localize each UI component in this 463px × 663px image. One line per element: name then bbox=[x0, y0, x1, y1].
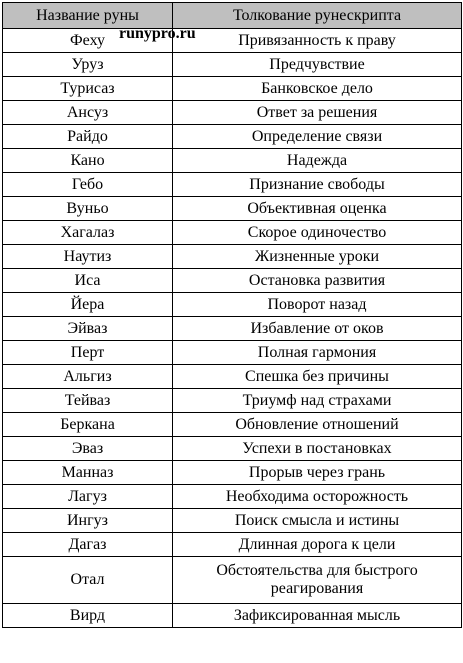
interpretation-cell: Жизненные уроки bbox=[173, 245, 462, 269]
table-row bbox=[3, 77, 462, 101]
rune-name-cell: Вирд bbox=[3, 604, 173, 628]
interpretation-cell: Поворот назад bbox=[173, 293, 462, 317]
interpretation-cell: Обстоятельства для быстрого реагирования bbox=[173, 557, 462, 604]
rune-table bbox=[2, 2, 462, 628]
table-row bbox=[3, 413, 462, 437]
interpretation-cell: Избавление от оков bbox=[173, 317, 462, 341]
table-row bbox=[3, 245, 462, 269]
rune-name-cell: Альгиз bbox=[3, 365, 173, 389]
table-row bbox=[3, 389, 462, 413]
rune-name-cell: Ансуз bbox=[3, 101, 173, 125]
table-row bbox=[3, 485, 462, 509]
interpretation-cell: Скорое одиночество bbox=[173, 221, 462, 245]
header-rune-name: Название руны bbox=[3, 3, 173, 29]
interpretation-cell: Обновление отношений bbox=[173, 413, 462, 437]
interpretation-cell: Триумф над страхами bbox=[173, 389, 462, 413]
rune-name-cell: Отал bbox=[3, 557, 173, 604]
interpretation-cell: Надежда bbox=[173, 149, 462, 173]
table-row bbox=[3, 101, 462, 125]
rune-name-cell: Райдо bbox=[3, 125, 173, 149]
rune-name-cell: Ингуз bbox=[3, 509, 173, 533]
rune-name-cell: Эваз bbox=[3, 437, 173, 461]
interpretation-cell: Прорыв через грань bbox=[173, 461, 462, 485]
table-row bbox=[3, 557, 462, 604]
rune-name-cell: Йера bbox=[3, 293, 173, 317]
interpretation-cell: Привязанность к праву bbox=[173, 29, 462, 53]
table-row bbox=[3, 533, 462, 557]
table-row bbox=[3, 461, 462, 485]
rune-table-container bbox=[2, 2, 461, 628]
rune-name-cell: Кано bbox=[3, 149, 173, 173]
table-row bbox=[3, 149, 462, 173]
rune-name-cell: Феху bbox=[3, 29, 173, 53]
interpretation-cell: Спешка без причины bbox=[173, 365, 462, 389]
rune-name-cell: Тейваз bbox=[3, 389, 173, 413]
rune-name-cell: Хагалаз bbox=[3, 221, 173, 245]
rune-name-cell: Манназ bbox=[3, 461, 173, 485]
table-row bbox=[3, 365, 462, 389]
table-row bbox=[3, 341, 462, 365]
rune-name-cell: Дагаз bbox=[3, 533, 173, 557]
interpretation-cell: Признание свободы bbox=[173, 173, 462, 197]
interpretation-cell: Полная гармония bbox=[173, 341, 462, 365]
rune-name-cell: Наутиз bbox=[3, 245, 173, 269]
table-row bbox=[3, 604, 462, 628]
table-row bbox=[3, 269, 462, 293]
interpretation-cell: Поиск смысла и истины bbox=[173, 509, 462, 533]
table-row bbox=[3, 125, 462, 149]
interpretation-cell: Объективная оценка bbox=[173, 197, 462, 221]
table-row bbox=[3, 293, 462, 317]
table-row bbox=[3, 509, 462, 533]
table-row bbox=[3, 317, 462, 341]
interpretation-cell: Успехи в постановках bbox=[173, 437, 462, 461]
table-row bbox=[3, 197, 462, 221]
interpretation-cell: Зафиксированная мысль bbox=[173, 604, 462, 628]
interpretation-cell: Ответ за решения bbox=[173, 101, 462, 125]
table-row bbox=[3, 29, 462, 53]
rune-name-cell: Беркана bbox=[3, 413, 173, 437]
watermark-text: runypro.ru bbox=[119, 25, 196, 42]
table-row bbox=[3, 221, 462, 245]
interpretation-cell: Остановка развития bbox=[173, 269, 462, 293]
rune-name-cell: Уруз bbox=[3, 53, 173, 77]
interpretation-cell: Предчувствие bbox=[173, 53, 462, 77]
table-header-row bbox=[3, 3, 462, 29]
header-interpretation: Толкование рунескрипта bbox=[173, 3, 462, 29]
table-row bbox=[3, 53, 462, 77]
rune-name-cell: Лагуз bbox=[3, 485, 173, 509]
rune-name-cell: Иса bbox=[3, 269, 173, 293]
interpretation-cell: Банковское дело bbox=[173, 77, 462, 101]
rune-name-cell: Перт bbox=[3, 341, 173, 365]
interpretation-cell: Определение связи bbox=[173, 125, 462, 149]
rune-name-cell: Гебо bbox=[3, 173, 173, 197]
rune-name-cell: Эйваз bbox=[3, 317, 173, 341]
interpretation-cell: Необходима осторожность bbox=[173, 485, 462, 509]
rune-name-cell: Вуньо bbox=[3, 197, 173, 221]
rune-name-cell: Турисаз bbox=[3, 77, 173, 101]
interpretation-cell: Длинная дорога к цели bbox=[173, 533, 462, 557]
table-row bbox=[3, 437, 462, 461]
table-row bbox=[3, 173, 462, 197]
